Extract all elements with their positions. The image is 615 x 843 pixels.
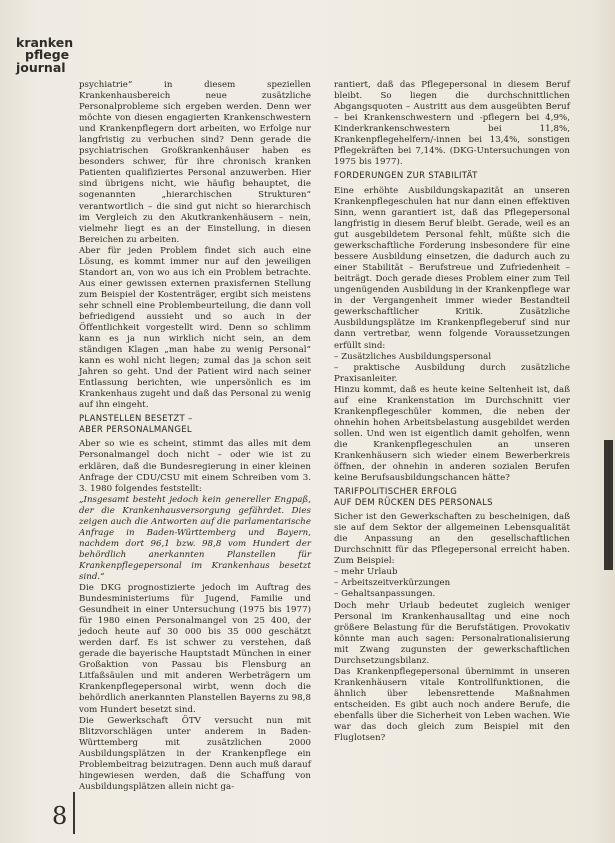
list-item: – Zusätzliches Ausbildungspersonal (334, 351, 492, 362)
list-item: – mehr Urlaub (334, 567, 398, 578)
left-paragraph-1: psychiatrie“ in diesem speziellen Krankenhausbereich neue zusätzliche Personalprobleme sich ergeben werden. Denn wer möchte von diesen engagierten Krankenschwestern und Krankenpflegern dort arbeiten, wo Erfolge nur langfristig zu verbuchen sind? Denn gerade die psychiatrischen Großkrankenhäuser haben es besonders schwer, für ihre chronisch kranken Patienten qualifiziertes Personal anzuwerben. Hier sind übrigens nicht, wie häufig behauptet, die sogenannten „hierarchischen Strukturen“ verantwortlich – die sind gut nicht so hierarchisch im Vergleich zu den Akutkrankenhäusern – nein, vielmehr liegt es an der Einstellung, in diesen Bereichen zu arbeiten. (79, 80, 311, 245)
section-heading-tarifpolitischer (334, 487, 570, 508)
right-paragraph-5: Doch mehr Urlaub bedeutet zugleich weniger Personal im Krankenhausalltag und eine noch größere Belastung für die Berufstätigen. Provokativ könnte man auch sagen: Personalrationalisierung mit Zwang zugunsten der gewerkschaftlichen Durchsetzungsbilanz. (334, 600, 570, 666)
section-heading-line-1: PLANSTELLEN BESETZT – (79, 414, 193, 425)
right-paragraph-2: Eine erhöhte Ausbildungskapazität an unseren Krankenpflegeschulen hat nur dann einen effektiven Sinn, wenn garantiert ist, daß das Pflegepersonal langfristig in diesem Beruf bleibt. Gerade, weil es an gut ausgebildetem Personal fehlt, müßte sich die gewerkschaftliche Forderung insbesondere für eine bessere Ausbildung einsetzen, die dadurch auch zu einer Stabilität – Berufstreue und Zufriedenheit – beiträgt. Doch gerade dieses Problem einer zum Teil ungenügenden Ausbildung in der Krankenpflege war in der Vergangenheit immer wieder Bestandteil gewerkschaftlicher Kritik. Zusätzliche Ausbildungsplätze im Krankenpflegeberuf sind nur dann vertretbar, wenn folgende Voraussetzungen erfüllt sind: (334, 185, 570, 351)
right-paragraph-1: rantiert, daß das Pflegepersonal in diesem Beruf bleibt. So liegen die durchschnittlichen Abgangsquoten – Austritt aus dem ausgeübten Beruf – bei Krankenschwestern und -pflegern bei 4,9%, Kinderkrankenschwestern bei 11,8%, Krankenpflegehelfern/-innen bei 13,4%, sonstigen Pflegekräften bei 7,14%. (DKG-Untersuchungen von 1975 bis 1977). (334, 80, 570, 168)
left-paragraph-3: Aber so wie es scheint, stimmt das alles mit dem Personalmangel doch nicht – oder wie ist zu erklären, daß die Bundesregierung in einer kleinen Anfrage der CDU/CSU mit einem Schreiben vom 3. 3. 1980 folgendes feststellt: (79, 439, 311, 494)
left-column (79, 80, 311, 793)
section-heading-line-1: TARIFPOLITISCHER ERFOLG (334, 487, 458, 498)
list-item: – praktische Ausbildung durch zusätzliche Praxisanleiter. (334, 362, 570, 384)
page-number: 8 (52, 802, 68, 830)
section-heading-forderungen: FORDERUNGEN ZUR STABILITÄT (334, 171, 478, 182)
section-heading-line-2: ABER PERSONALMANGEL (79, 424, 192, 435)
right-column (334, 80, 570, 744)
edge-tab-mark (604, 440, 613, 570)
list-item: – Gehaltsanpassungen. (334, 589, 436, 600)
masthead-line-kranken: kranken (16, 35, 74, 50)
page-number-rule (73, 792, 75, 834)
left-paragraph-5: Die Gewerkschaft ÖTV versucht nun mit Blitzvorschlägen unter anderem in Baden-Württemberg mit zusätzlichen 2000 Ausbildungsplätzen in der Krankenpflege ein Problembeitrag beizutragen. Denn auch muß darauf hingewiesen werden, daß die Schaffung von Ausbildungsplätzen allein nicht ga- (79, 715, 311, 792)
list-item: – Arbeitszeitverkürzungen (334, 578, 451, 589)
right-paragraph-6: Das Krankenpflegepersonal übernimmt in unseren Krankenhäusern vitale Kontrollfunktionen, die ähnlich über lebensrettende Maßnahmen entscheiden. Es gibt auch noch andere Berufe, die ebenfalls über die Sicherheit von Leben wachen. Wie war das doch gleich zum Beispiel mit den Fluglotsen? (334, 666, 570, 744)
right-paragraph-3: Hinzu kommt, daß es heute keine Seltenheit ist, daß auf eine Krankenstation im Durchschnitt vier Krankenpflegeschüler kommen, die neben der ohnehin hohen Arbeitsbelastung ausgebildet werden sollen. Und wen ist eigentlich damit geholfen, wenn die Krankenpflegeschulen an unseren Krankenhäusern sich wieder einem Bewerberkreis öffnen, der ohnehin in anderen sozialen Berufen keine Berufsausbildungschancen hätte? (334, 384, 570, 484)
masthead-line-pflege: pflege (25, 47, 70, 62)
journal-masthead (16, 37, 73, 74)
section-heading-line-2: AUF DEM RÜCKEN DES PERSONALS (334, 497, 493, 508)
government-quote: „Insgesamt besteht jedoch kein genereller Engpaß, der die Krankenhausversorgung gefährdet. Dies zeigen auch die Antworten auf die parlamentarische Anfrage in Baden-Württemberg und Bayern, nachdem dort 96,1 bzw. 98,8 vom Hundert der behördlich anerkannten Planstellen für Krankenpflegepersonal im Krankenhaus besetzt sind.“ (79, 494, 311, 582)
left-paragraph-2: Aber für jeden Problem findet sich auch eine Lösung, es kommt immer nur auf den jeweiligen Standort an, von wo aus ich ein Problem betrachte. Aus einer gewissen externen praxisfernen Stellung zum Beispiel der Kostenträger, ergibt sich meistens sehr schnell eine Problembeurteilung, die dann voll befriedigend aussieht und so auch in der Öffentlichkeit vorgestellt wird. Denn so schlimm kann es ja nun wirklich nicht sein, an dem ständigen Klagen „man habe zu wenig Personal“ kann es wohl nicht liegen; zumal das ja schon seit Jahren so geht. Und der Patient wird nach seiner Entlassung berichten, wie unpersönlich es im Krankenhaus zugeht und daß das Personal zu wenig auf ihn eingeht. (79, 245, 311, 411)
section-heading-planstellen (79, 414, 311, 435)
left-paragraph-4: Die DKG prognostizierte jedoch im Auftrag des Bundesministeriums für Jugend, Familie und Gesundheit in einer Untersuchung (1975 bis 1977) für 1980 einen Personalmangel von 25 400, der jedoch heute auf 30 000 bis 35 000 geschätzt werden darf. Es ist schwer zu verstehen, daß gerade die bayerische Hauptstadt München in einer Großaktion von Passau bis Flensburg an Litfaßsäulen und mit anderen Werbeträgern um Krankenpflegepersonal wirbt, wenn doch die behördlich anerkannten Planstellen Bayerns zu 98,8 vom Hundert besetzt sind. (79, 583, 311, 715)
masthead-line-journal: journal (16, 60, 66, 75)
right-paragraph-4: Sicher ist den Gewerkschaften zu bescheinigen, daß sie auf dem Sektor der allgemeinen Lebensqualität die Anpassung an den gesellschaftlichen Durchschnitt für das Pflegepersonal erreicht haben. Zum Beispiel: (334, 512, 570, 567)
